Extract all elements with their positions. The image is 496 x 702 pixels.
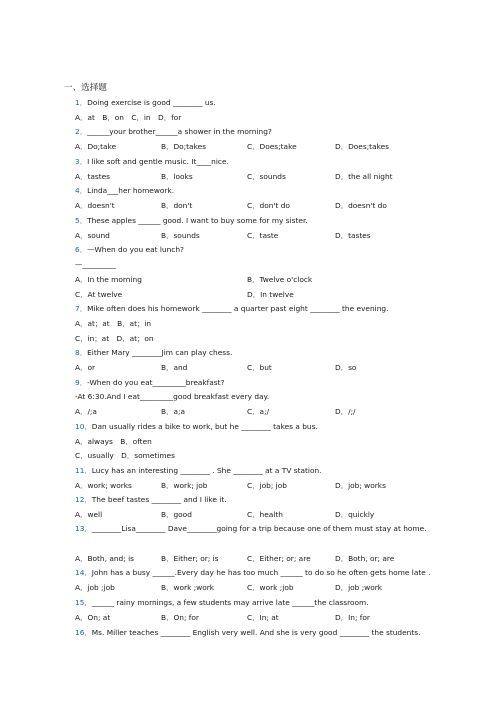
question-1-options: A．at B．on C．in D．for	[75, 113, 182, 122]
option-d: D．quickly	[335, 510, 375, 519]
option-c: C．taste	[247, 231, 279, 240]
option-c: C．In; at	[247, 613, 279, 622]
question-1	[75, 98, 216, 108]
question-text: Mike often does his homework ________ a quarter past eight ________ the evening.	[87, 304, 389, 313]
option-c: C．work ;job	[247, 583, 294, 592]
option-c: C．Does;take	[247, 142, 297, 151]
question-number: 7．	[75, 304, 88, 313]
question-number: 12．	[75, 495, 92, 504]
question-9	[75, 378, 224, 388]
question-7-options-row2: C．in；at D．at；on	[75, 334, 154, 343]
question-number: 4．	[75, 186, 88, 195]
question-number: 8．	[75, 348, 88, 357]
option-b: B．looks	[161, 172, 193, 181]
question-text: Ms. Miller teaches ________ English very well. And she is very good ________ the students.	[91, 628, 421, 637]
option-d: D．job ;work	[335, 583, 383, 592]
question-number: 9．	[75, 378, 88, 387]
question-text: -When do you eat_________breakfast?	[87, 378, 225, 387]
question-4	[75, 186, 174, 196]
question-13	[75, 522, 430, 536]
question-16	[75, 628, 420, 638]
option-b: B．a;a	[161, 407, 186, 416]
option-b: B．On; for	[161, 613, 199, 622]
option-c: C．At twelve	[75, 290, 123, 299]
question-15	[75, 598, 369, 608]
option-a: A．well	[75, 510, 103, 519]
question-10	[75, 422, 318, 432]
option-c: C．health	[247, 510, 283, 519]
question-number: 3．	[75, 157, 88, 166]
question-number: 16．	[75, 628, 92, 637]
option-c: C．sounds	[247, 172, 286, 181]
option-c: C．Either; or; are	[247, 554, 311, 563]
question-14	[75, 568, 431, 578]
question-text: Lucy has an interesting ________ . She ________ at a TV station.	[91, 466, 322, 475]
question-number: 13．	[75, 524, 92, 533]
option-b: B．good	[161, 510, 192, 519]
question-number: 10．	[75, 422, 92, 431]
question-text: Linda___her homework.	[87, 186, 175, 195]
option-d: D．tastes	[335, 231, 371, 240]
question-text: ________Lisa________ Dave________going for a trip because one of them must stay at home.	[91, 524, 427, 533]
question-text: Dan usually rides a bike to work, but he ________ takes a bus.	[91, 422, 318, 431]
question-text: Either Mary ________Jim can play chess.	[87, 348, 233, 357]
question-8	[75, 348, 232, 358]
option-a: A．sound	[75, 231, 110, 240]
option-d: D．job; works	[335, 481, 386, 490]
question-7	[75, 304, 388, 314]
option-a: A．or	[75, 363, 96, 372]
option-b: B．and	[161, 363, 188, 372]
option-d: D．In; for	[335, 613, 370, 622]
answer-blank: —_________	[75, 260, 116, 269]
question-text: These apples ______ good. I want to buy some for my sister.	[87, 216, 308, 225]
option-c: C．a;/	[247, 407, 270, 416]
question-number: 14．	[75, 568, 92, 577]
question-7-options-row1: A．at；at B．at；in	[75, 319, 152, 328]
option-c: C．don't do	[247, 201, 290, 210]
option-d: D．In twelve	[247, 290, 294, 299]
option-a: A．doesn't	[75, 201, 115, 210]
question-text: ______ rainy mornings, a few students may arrive late ______the classroom.	[91, 598, 369, 607]
section-title: 一、选择题	[64, 83, 107, 93]
option-a: A．tastes	[75, 172, 111, 181]
option-b: B．don't	[161, 201, 193, 210]
option-c: C．job; job	[247, 481, 287, 490]
question-text: —When do you eat lunch?	[87, 245, 184, 254]
option-d: D．the all night	[335, 172, 393, 181]
question-10-options-row1: A．always B．often	[75, 437, 152, 446]
option-b: B．Twelve o'clock	[247, 275, 313, 284]
option-a: A．/;a	[75, 407, 97, 416]
option-b: B．Either; or; is	[161, 554, 219, 563]
question-number: 5．	[75, 216, 88, 225]
option-a: A．job ;job	[75, 583, 115, 592]
option-d: D．so	[335, 363, 357, 372]
option-a: A．In the morning	[75, 275, 142, 284]
question-text: Doing exercise is good ________ us.	[87, 98, 216, 107]
question-11	[75, 466, 322, 476]
question-text: I like soft and gentle music. It____nice.	[87, 157, 229, 166]
question-5	[75, 216, 308, 226]
option-a: A．Do;take	[75, 142, 117, 151]
question-number: 2．	[75, 127, 88, 136]
question-text: The beef tastes ________ and I like it.	[91, 495, 227, 504]
option-b: B．sounds	[161, 231, 200, 240]
option-b: B．work ;work	[161, 583, 215, 592]
option-a: A．On; at	[75, 613, 111, 622]
option-b: B．Do;takes	[161, 142, 207, 151]
question-text: John has a busy ______.Every day he has too much ______ to do so he often gets home late .	[91, 568, 431, 577]
question-number: 6．	[75, 245, 88, 254]
question-number: 15．	[75, 598, 92, 607]
option-d: D．Both, or; are	[335, 554, 395, 563]
question-3	[75, 157, 229, 167]
option-d: D．/;/	[335, 407, 356, 416]
option-b: B．work; job	[161, 481, 208, 490]
option-a: A．Both, and; is	[75, 554, 134, 563]
option-d: D．Does;takes	[335, 142, 390, 151]
question-2	[75, 127, 272, 137]
question-9-text-line2: -At 6:30.And I eat_________good breakfast every day.	[75, 392, 270, 401]
option-c: C．but	[247, 363, 272, 372]
option-d: D．doesn't do	[335, 201, 387, 210]
question-6	[75, 245, 184, 255]
question-text: ______your brother______a shower in the morning?	[87, 127, 272, 136]
question-10-options-row2: C．usually D．sometimes	[75, 451, 175, 460]
question-number: 1．	[75, 98, 88, 107]
option-a: A．work; works	[75, 481, 132, 490]
question-12	[75, 495, 227, 505]
question-number: 11．	[75, 466, 92, 475]
